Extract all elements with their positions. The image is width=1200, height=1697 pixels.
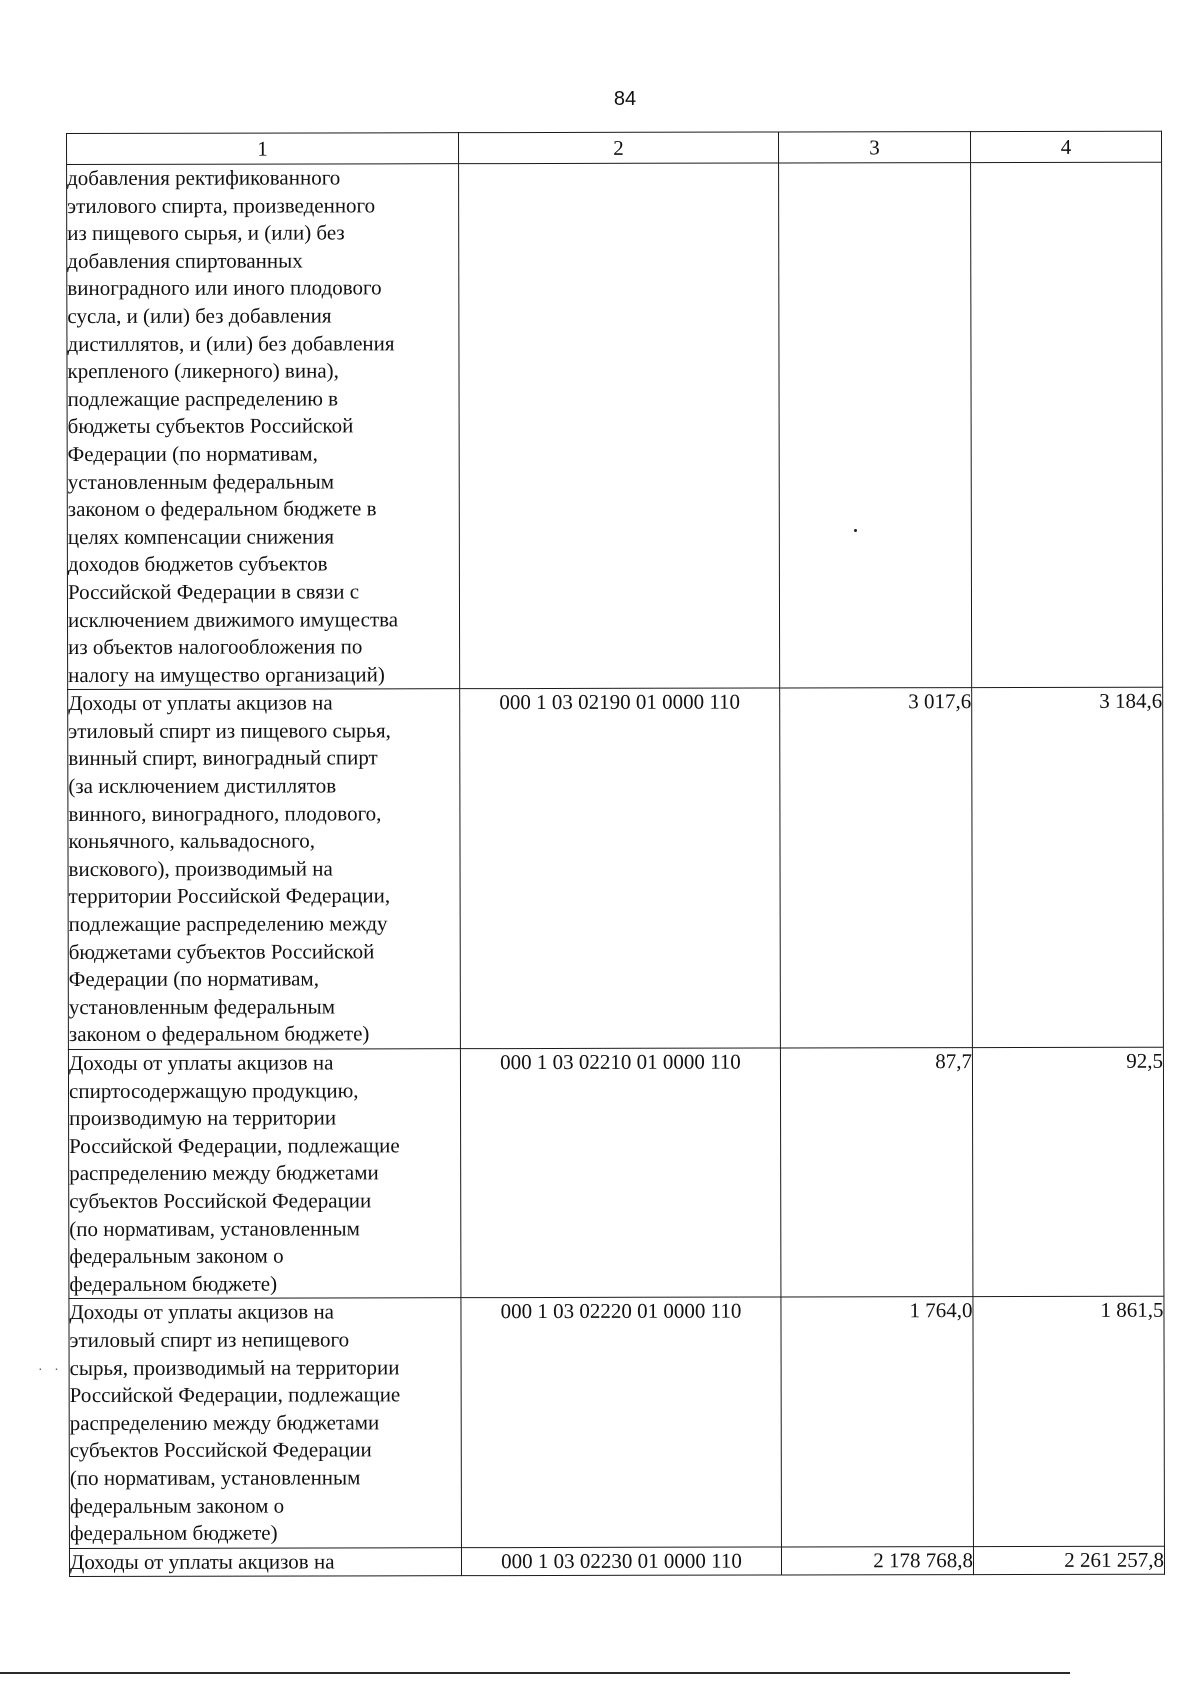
row-code: 000 1 03 02210 01 0000 110 bbox=[460, 1048, 781, 1298]
table-header-row bbox=[67, 131, 1162, 164]
row-value-col3 bbox=[779, 163, 972, 689]
row-value-col4 bbox=[971, 162, 1163, 688]
row-value-col3: 87,7 bbox=[780, 1048, 973, 1298]
row-code: 000 1 03 02190 01 0000 110 bbox=[460, 688, 781, 1048]
table-row bbox=[67, 162, 1163, 690]
row-value-col3: 3 017,6 bbox=[780, 688, 973, 1048]
row-value-col3: 1 764,0 bbox=[781, 1297, 974, 1547]
row-value-col4: 2 261 257,8 bbox=[973, 1546, 1164, 1575]
row-code: 000 1 03 02230 01 0000 110 bbox=[461, 1547, 781, 1576]
row-code: 000 1 03 02220 01 0000 110 bbox=[461, 1297, 782, 1547]
column-header-2: 2 bbox=[459, 132, 779, 164]
column-header-3: 3 bbox=[778, 132, 970, 163]
page-bottom-rule bbox=[0, 1672, 1070, 1674]
table-row bbox=[69, 1546, 1164, 1577]
row-value-col4: 92,5 bbox=[972, 1047, 1164, 1297]
row-description: Доходы от уплаты акцизов на спиртосодержащую продукцию, производимую на территории Российской Федерации, подлежащие распределению между бюджетами субъектов Российской Федерации (по нормативам, установленным федеральным законом о федеральном бюджете) bbox=[68, 1049, 461, 1299]
row-value-col3: 2 178 768,8 bbox=[781, 1546, 973, 1575]
row-value-col4: 3 184,6 bbox=[972, 687, 1164, 1047]
row-description: Доходы от уплаты акцизов на bbox=[69, 1547, 461, 1576]
table-row bbox=[68, 687, 1164, 1049]
row-description: Доходы от уплаты акцизов на этиловый спирт из пищевого сырья, винный спирт, виноградный спирт (за исключением дистиллятов винного, виноградного, плодового, коньячного, кальвадосного, вискового), производимый на территории Российской Федерации, подлежащие распределению между бюджетами субъектов Российской Федерации (по нормативам, установленным федеральным законом о федеральном бюджете) bbox=[68, 689, 461, 1050]
row-description: добавления ректификованного этилового спирта, произведенного из пищевого сырья, и (или) без добавления спиртованных виноградного или иного плодового сусла, и (или) без добавления дистиллятов, и (или) без добавления крепленого (ликерного) вина), подлежащие распределению в бюджеты субъектов Российской Федерации (по нормативам, установленным федеральным законом о федеральном бюджете в целях компенсации снижения доходов бюджетов субъектов Российской Федерации в связи с исключением движимого имущества из объектов налогообложения по налогу на имущество организаций) bbox=[67, 164, 460, 690]
revenue-table bbox=[66, 131, 1165, 1578]
table-row bbox=[68, 1047, 1164, 1299]
row-description: Доходы от уплаты акцизов на этиловый спирт из непищевого сырья, производимый на территории Российской Федерации, подлежащие распределению между бюджетами субъектов Российской Федерации (по нормативам, установленным федеральным законом о федеральном бюджете) bbox=[69, 1298, 462, 1548]
margin-scan-marks: · · bbox=[38, 1363, 63, 1378]
column-header-1: 1 bbox=[67, 133, 459, 165]
column-header-4: 4 bbox=[970, 131, 1161, 162]
row-code bbox=[459, 163, 780, 689]
scan-speck bbox=[854, 529, 857, 532]
table-row bbox=[69, 1297, 1165, 1549]
row-value-col4: 1 861,5 bbox=[973, 1297, 1165, 1547]
page-number: 84 bbox=[613, 88, 637, 110]
